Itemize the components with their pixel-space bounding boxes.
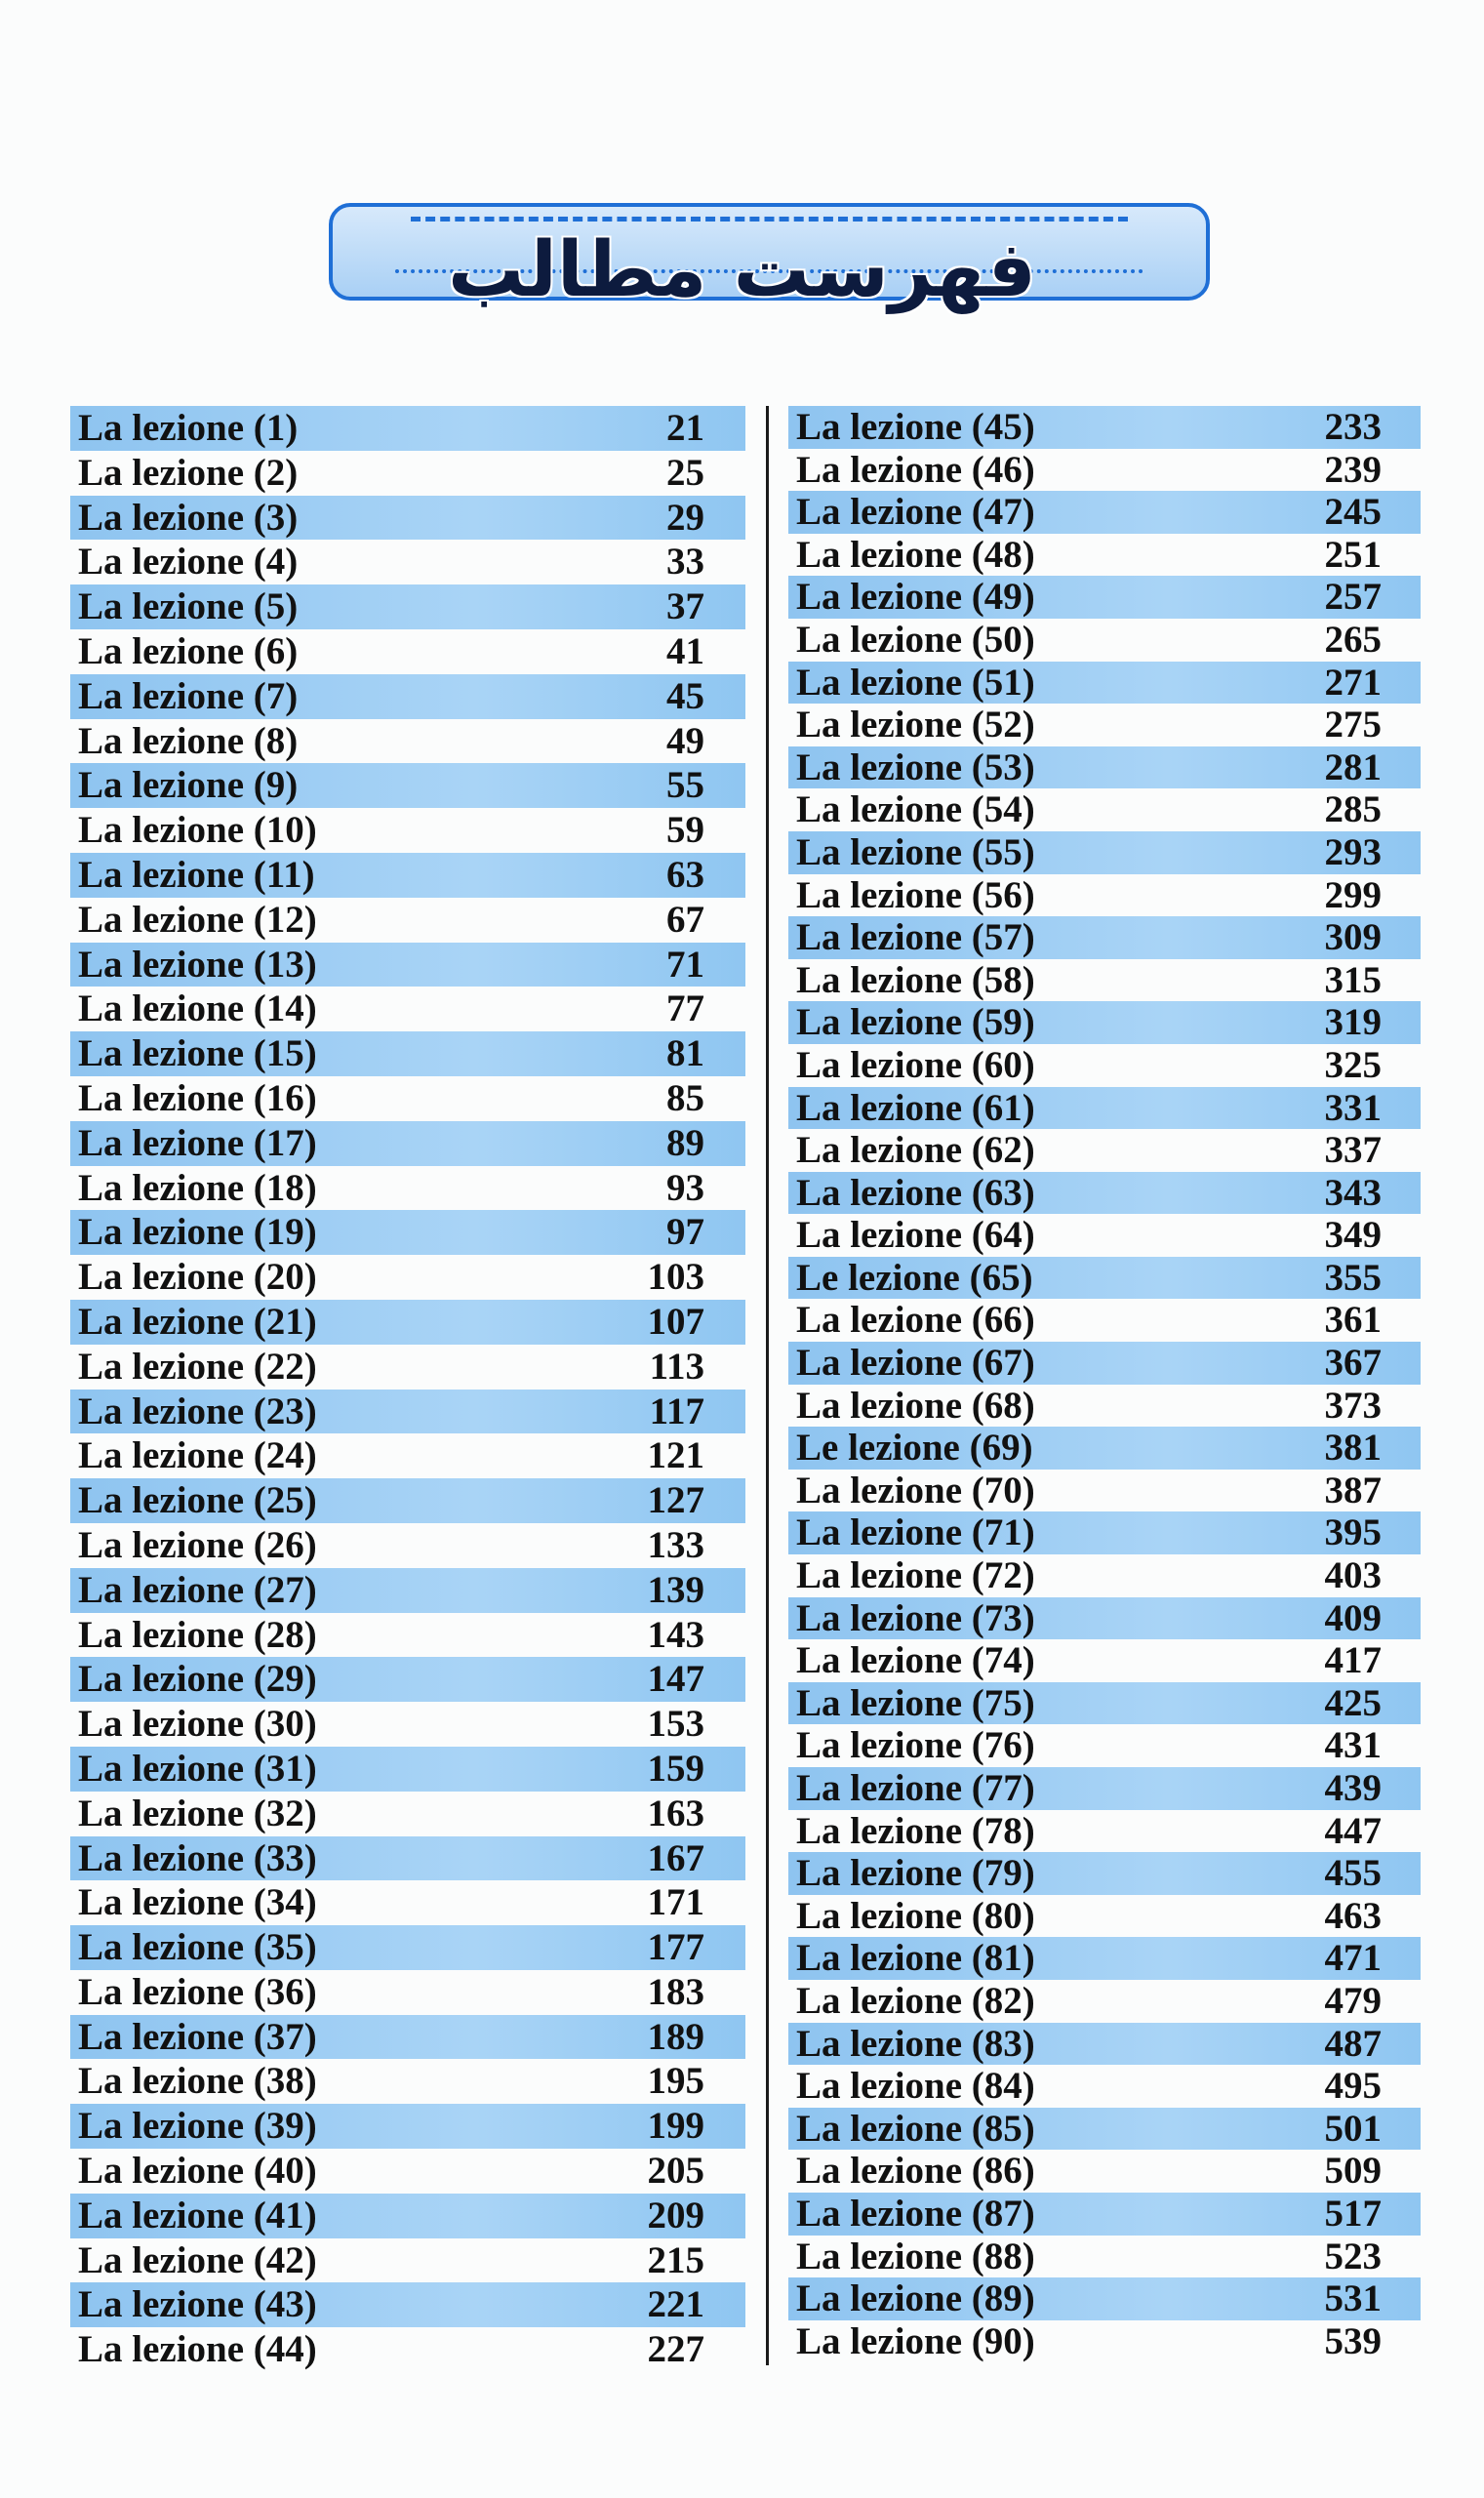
page-number: 55 — [666, 764, 704, 807]
toc-row — [70, 719, 745, 764]
lesson-title: Le lezione (69) — [796, 1427, 1033, 1470]
toc-row — [788, 1810, 1421, 1853]
toc-row — [788, 1554, 1421, 1597]
lesson-title: La lezione (10) — [78, 809, 317, 852]
toc-row — [788, 449, 1421, 492]
lesson-title: La lezione (88) — [796, 2235, 1035, 2277]
toc-row — [788, 491, 1421, 534]
toc-row — [70, 406, 745, 451]
toc-row — [70, 1076, 745, 1121]
page-number: 171 — [647, 1881, 704, 1924]
lesson-title: La lezione (7) — [78, 674, 299, 717]
page-number: 163 — [647, 1792, 704, 1834]
page-number: 143 — [647, 1613, 704, 1656]
toc-row — [788, 1001, 1421, 1044]
lesson-title: La lezione (86) — [796, 2150, 1035, 2193]
page-number: 89 — [666, 1121, 704, 1164]
toc-row — [70, 853, 745, 898]
lesson-title: La lezione (39) — [78, 2105, 317, 2148]
lesson-title: La lezione (90) — [796, 2319, 1035, 2362]
page-number: 271 — [1324, 661, 1382, 704]
lesson-title: La lezione (48) — [796, 533, 1035, 576]
lesson-title: La lezione (47) — [796, 491, 1035, 534]
page-number: 349 — [1324, 1214, 1382, 1257]
toc-row — [70, 1970, 745, 2015]
page-number: 531 — [1324, 2277, 1382, 2320]
toc-row — [70, 1702, 745, 1747]
toc-row — [70, 1792, 745, 1836]
lesson-title: La lezione (41) — [78, 2194, 317, 2236]
toc-row — [70, 943, 745, 987]
page-number: 275 — [1324, 704, 1382, 746]
toc-row — [70, 1478, 745, 1523]
page-number: 361 — [1324, 1299, 1382, 1342]
toc-row — [70, 629, 745, 674]
page-number: 471 — [1324, 1937, 1382, 1980]
toc-row — [788, 959, 1421, 1002]
lesson-title: La lezione (8) — [78, 719, 299, 762]
toc-column-right — [788, 406, 1421, 2362]
lesson-title: La lezione (29) — [78, 1658, 317, 1701]
page-number: 495 — [1324, 2065, 1382, 2108]
lesson-title: La lezione (58) — [796, 958, 1035, 1001]
lesson-title: La lezione (57) — [796, 916, 1035, 959]
page-number: 21 — [666, 407, 704, 449]
page-number: 355 — [1324, 1256, 1382, 1299]
toc-row — [70, 2282, 745, 2327]
toc-row — [70, 898, 745, 943]
page-number: 183 — [647, 1970, 704, 2013]
page-number: 127 — [647, 1479, 704, 1522]
page-number: 205 — [647, 2150, 704, 2193]
page-number: 117 — [649, 1390, 704, 1432]
toc-row — [70, 674, 745, 719]
lesson-title: La lezione (85) — [796, 2107, 1035, 2150]
toc-row — [70, 2327, 745, 2372]
lesson-title: La lezione (75) — [796, 1681, 1035, 1724]
toc-column-left — [70, 406, 745, 2372]
toc-row — [788, 788, 1421, 831]
lesson-title: La lezione (61) — [796, 1086, 1035, 1129]
page-number: 337 — [1324, 1129, 1382, 1172]
lesson-title: La lezione (23) — [78, 1390, 317, 1432]
toc-row — [788, 1937, 1421, 1980]
toc-row — [788, 2023, 1421, 2066]
page-number: 93 — [666, 1166, 704, 1209]
page-number: 59 — [666, 809, 704, 852]
page-number: 245 — [1324, 491, 1382, 534]
toc-row — [788, 1342, 1421, 1385]
toc-row — [70, 540, 745, 584]
lesson-title: La lezione (62) — [796, 1129, 1035, 1172]
page-number: 293 — [1324, 830, 1382, 873]
page-number: 479 — [1324, 1979, 1382, 2022]
lesson-title: La lezione (56) — [796, 873, 1035, 916]
lesson-title: La lezione (28) — [78, 1613, 317, 1656]
page-number: 517 — [1324, 2192, 1382, 2235]
toc-row — [788, 1682, 1421, 1725]
lesson-title: La lezione (66) — [796, 1299, 1035, 1342]
page-number: 523 — [1324, 2235, 1382, 2277]
toc-row — [788, 874, 1421, 917]
toc-row — [70, 1121, 745, 1166]
lesson-title: La lezione (82) — [796, 1979, 1035, 2022]
page-number: 447 — [1324, 1809, 1382, 1852]
page-number: 381 — [1324, 1427, 1382, 1470]
lesson-title: La lezione (81) — [796, 1937, 1035, 1980]
lesson-title: La lezione (49) — [796, 576, 1035, 619]
page-number: 425 — [1324, 1681, 1382, 1724]
page-number: 177 — [647, 1926, 704, 1969]
page-title: فهرست مطالب — [448, 226, 1036, 314]
lesson-title: La lezione (76) — [796, 1724, 1035, 1767]
page-number: 63 — [666, 853, 704, 896]
lesson-title: La lezione (24) — [78, 1434, 317, 1477]
page-number: 199 — [647, 2105, 704, 2148]
toc-row — [70, 1523, 745, 1568]
lesson-title: La lezione (40) — [78, 2150, 317, 2193]
toc-row — [788, 746, 1421, 789]
page-number: 227 — [647, 2328, 704, 2371]
toc-row — [70, 451, 745, 496]
lesson-title: La lezione (60) — [796, 1043, 1035, 1086]
toc-row — [70, 1657, 745, 1702]
toc-row — [70, 1613, 745, 1658]
lesson-title: La lezione (6) — [78, 629, 299, 672]
lesson-title: La lezione (21) — [78, 1300, 317, 1343]
lesson-title: La lezione (25) — [78, 1479, 317, 1522]
lesson-title: La lezione (33) — [78, 1836, 317, 1879]
toc-row — [70, 2194, 745, 2238]
page-number: 113 — [649, 1345, 704, 1388]
page-number: 265 — [1324, 618, 1382, 661]
lesson-title: La lezione (4) — [78, 541, 299, 584]
lesson-title: La lezione (43) — [78, 2283, 317, 2326]
page-number: 309 — [1324, 916, 1382, 959]
page-number: 285 — [1324, 788, 1382, 831]
toc-row — [788, 1767, 1421, 1810]
page-number: 373 — [1324, 1384, 1382, 1427]
page-number: 41 — [666, 629, 704, 672]
lesson-title: La lezione (35) — [78, 1926, 317, 1969]
page-number: 487 — [1324, 2022, 1382, 2065]
page-number: 29 — [666, 496, 704, 539]
toc-row — [788, 1597, 1421, 1640]
page-number: 121 — [647, 1434, 704, 1477]
toc-row — [70, 1255, 745, 1300]
page-number: 439 — [1324, 1767, 1382, 1809]
lesson-title: La lezione (26) — [78, 1523, 317, 1566]
lesson-title: La lezione (45) — [796, 406, 1035, 448]
toc-row — [70, 987, 745, 1031]
page-number: 71 — [666, 943, 704, 986]
lesson-title: La lezione (27) — [78, 1568, 317, 1611]
lesson-title: La lezione (59) — [796, 1001, 1035, 1044]
lesson-title: La lezione (3) — [78, 496, 299, 539]
page-number: 167 — [647, 1836, 704, 1879]
lesson-title: La lezione (14) — [78, 987, 317, 1030]
page-number: 367 — [1324, 1342, 1382, 1385]
lesson-title: La lezione (74) — [796, 1639, 1035, 1682]
lesson-title: La lezione (11) — [78, 853, 315, 896]
lesson-title: La lezione (38) — [78, 2060, 317, 2103]
toc-row — [70, 1925, 745, 1970]
page-number: 221 — [647, 2283, 704, 2326]
lesson-title: La lezione (9) — [78, 764, 299, 807]
toc-row — [788, 534, 1421, 577]
toc-row — [70, 496, 745, 541]
page-number: 85 — [666, 1076, 704, 1119]
page-number: 97 — [666, 1211, 704, 1254]
page-number: 37 — [666, 585, 704, 628]
page-number: 509 — [1324, 2150, 1382, 2193]
toc-row — [70, 1031, 745, 1076]
lesson-title: La lezione (50) — [796, 618, 1035, 661]
lesson-title: La lezione (67) — [796, 1342, 1035, 1385]
page-number: 455 — [1324, 1852, 1382, 1895]
page-number: 331 — [1324, 1086, 1382, 1129]
page-number: 343 — [1324, 1171, 1382, 1214]
lesson-title: La lezione (72) — [796, 1554, 1035, 1597]
page-number: 103 — [647, 1256, 704, 1299]
toc-row — [788, 831, 1421, 874]
page-number: 107 — [647, 1300, 704, 1343]
page-number: 539 — [1324, 2319, 1382, 2362]
lesson-title: La lezione (54) — [796, 788, 1035, 831]
toc-row — [70, 763, 745, 808]
lesson-title: La lezione (63) — [796, 1171, 1035, 1214]
lesson-title: La lezione (17) — [78, 1121, 317, 1164]
lesson-title: La lezione (89) — [796, 2277, 1035, 2320]
lesson-title: La lezione (34) — [78, 1881, 317, 1924]
lesson-title: La lezione (42) — [78, 2238, 317, 2281]
toc-row — [788, 1044, 1421, 1087]
toc-row — [788, 2277, 1421, 2320]
lesson-title: La lezione (32) — [78, 1792, 317, 1834]
toc-row — [788, 2193, 1421, 2236]
toc-row — [788, 704, 1421, 746]
lesson-title: La lezione (15) — [78, 1032, 317, 1075]
page-number: 325 — [1324, 1043, 1382, 1086]
toc-row — [788, 1087, 1421, 1130]
toc-row — [788, 1214, 1421, 1257]
toc-row — [70, 2104, 745, 2149]
toc-row — [70, 2238, 745, 2283]
page-number: 281 — [1324, 745, 1382, 788]
page-number: 195 — [647, 2060, 704, 2103]
toc-row — [70, 1300, 745, 1345]
lesson-title: La lezione (70) — [796, 1469, 1035, 1511]
lesson-title: La lezione (87) — [796, 2192, 1035, 2235]
toc-row — [70, 584, 745, 629]
lesson-title: La lezione (36) — [78, 1970, 317, 2013]
page-number: 159 — [647, 1747, 704, 1790]
toc-row — [70, 1345, 745, 1390]
lesson-title: La lezione (18) — [78, 1166, 317, 1209]
toc-row — [788, 1257, 1421, 1300]
toc-row — [788, 1427, 1421, 1470]
toc-row — [70, 1390, 745, 1434]
toc-row — [788, 1895, 1421, 1938]
page-number: 257 — [1324, 576, 1382, 619]
toc-row — [788, 2236, 1421, 2278]
lesson-title: La lezione (53) — [796, 745, 1035, 788]
page-number: 133 — [647, 1523, 704, 1566]
page-number: 139 — [647, 1568, 704, 1611]
toc-row — [788, 1385, 1421, 1428]
lesson-title: Le lezione (65) — [796, 1256, 1033, 1299]
toc-row — [788, 2320, 1421, 2363]
lesson-title: La lezione (16) — [78, 1076, 317, 1119]
toc-row — [70, 1166, 745, 1211]
page-number: 319 — [1324, 1001, 1382, 1044]
page-number: 251 — [1324, 533, 1382, 576]
page-number: 81 — [666, 1032, 704, 1075]
page-number: 463 — [1324, 1894, 1382, 1937]
page-number: 189 — [647, 2015, 704, 2058]
lesson-title: La lezione (12) — [78, 898, 317, 941]
lesson-title: La lezione (31) — [78, 1747, 317, 1790]
lesson-title: La lezione (46) — [796, 448, 1035, 491]
toc-row — [70, 1210, 745, 1255]
banner-dashed-line — [411, 217, 1128, 222]
page-number: 239 — [1324, 448, 1382, 491]
page-number: 387 — [1324, 1469, 1382, 1511]
page-number: 431 — [1324, 1724, 1382, 1767]
column-divider — [766, 406, 769, 2365]
lesson-title: La lezione (5) — [78, 585, 299, 628]
page-number: 501 — [1324, 2107, 1382, 2150]
page-number: 77 — [666, 987, 704, 1030]
toc-row — [788, 662, 1421, 705]
lesson-title: La lezione (73) — [796, 1596, 1035, 1639]
toc-row — [788, 1852, 1421, 1895]
toc-row — [70, 1433, 745, 1478]
toc-row — [70, 2059, 745, 2104]
page-number: 33 — [666, 541, 704, 584]
lesson-title: La lezione (22) — [78, 1345, 317, 1388]
page-number: 209 — [647, 2194, 704, 2236]
page-number: 403 — [1324, 1554, 1382, 1597]
page-number: 395 — [1324, 1511, 1382, 1554]
toc-row — [788, 1511, 1421, 1554]
toc-row — [70, 1880, 745, 1925]
lesson-title: La lezione (30) — [78, 1703, 317, 1746]
toc-row — [70, 2149, 745, 2194]
toc-row — [788, 406, 1421, 449]
lesson-title: La lezione (79) — [796, 1852, 1035, 1895]
page-number: 49 — [666, 719, 704, 762]
toc-row — [70, 1836, 745, 1881]
toc-row — [788, 2108, 1421, 2151]
lesson-title: La lezione (68) — [796, 1384, 1035, 1427]
lesson-title: La lezione (78) — [796, 1809, 1035, 1852]
page-number: 25 — [666, 451, 704, 494]
lesson-title: La lezione (77) — [796, 1767, 1035, 1809]
lesson-title: La lezione (51) — [796, 661, 1035, 704]
page-number: 147 — [647, 1658, 704, 1701]
toc-row — [70, 808, 745, 853]
toc-row — [788, 1980, 1421, 2023]
page-number: 315 — [1324, 958, 1382, 1001]
page-number: 153 — [647, 1703, 704, 1746]
toc-row — [788, 2065, 1421, 2108]
page-number: 233 — [1324, 406, 1382, 448]
toc-row — [788, 1172, 1421, 1215]
toc-row — [788, 619, 1421, 662]
page-number: 299 — [1324, 873, 1382, 916]
toc-row — [788, 1299, 1421, 1342]
lesson-title: La lezione (55) — [796, 830, 1035, 873]
toc-row — [788, 576, 1421, 619]
lesson-title: La lezione (44) — [78, 2328, 317, 2371]
lesson-title: La lezione (19) — [78, 1211, 317, 1254]
page-number: 45 — [666, 674, 704, 717]
page-number: 215 — [647, 2238, 704, 2281]
lesson-title: La lezione (1) — [78, 407, 299, 449]
toc-row — [788, 1724, 1421, 1767]
toc-row — [70, 2015, 745, 2060]
lesson-title: La lezione (64) — [796, 1214, 1035, 1257]
lesson-title: La lezione (84) — [796, 2065, 1035, 2108]
toc-row — [70, 1568, 745, 1613]
toc-row — [788, 1470, 1421, 1512]
lesson-title: La lezione (37) — [78, 2015, 317, 2058]
lesson-title: La lezione (2) — [78, 451, 299, 494]
toc-row — [788, 1129, 1421, 1172]
toc-row — [70, 1747, 745, 1792]
lesson-title: La lezione (83) — [796, 2022, 1035, 2065]
lesson-title: La lezione (71) — [796, 1511, 1035, 1554]
toc-row — [788, 1639, 1421, 1682]
page-number: 417 — [1324, 1639, 1382, 1682]
lesson-title: La lezione (20) — [78, 1256, 317, 1299]
page-number: 67 — [666, 898, 704, 941]
lesson-title: La lezione (52) — [796, 704, 1035, 746]
toc-row — [788, 2150, 1421, 2193]
lesson-title: La lezione (13) — [78, 943, 317, 986]
lesson-title: La lezione (80) — [796, 1894, 1035, 1937]
page-number: 409 — [1324, 1596, 1382, 1639]
toc-row — [788, 916, 1421, 959]
